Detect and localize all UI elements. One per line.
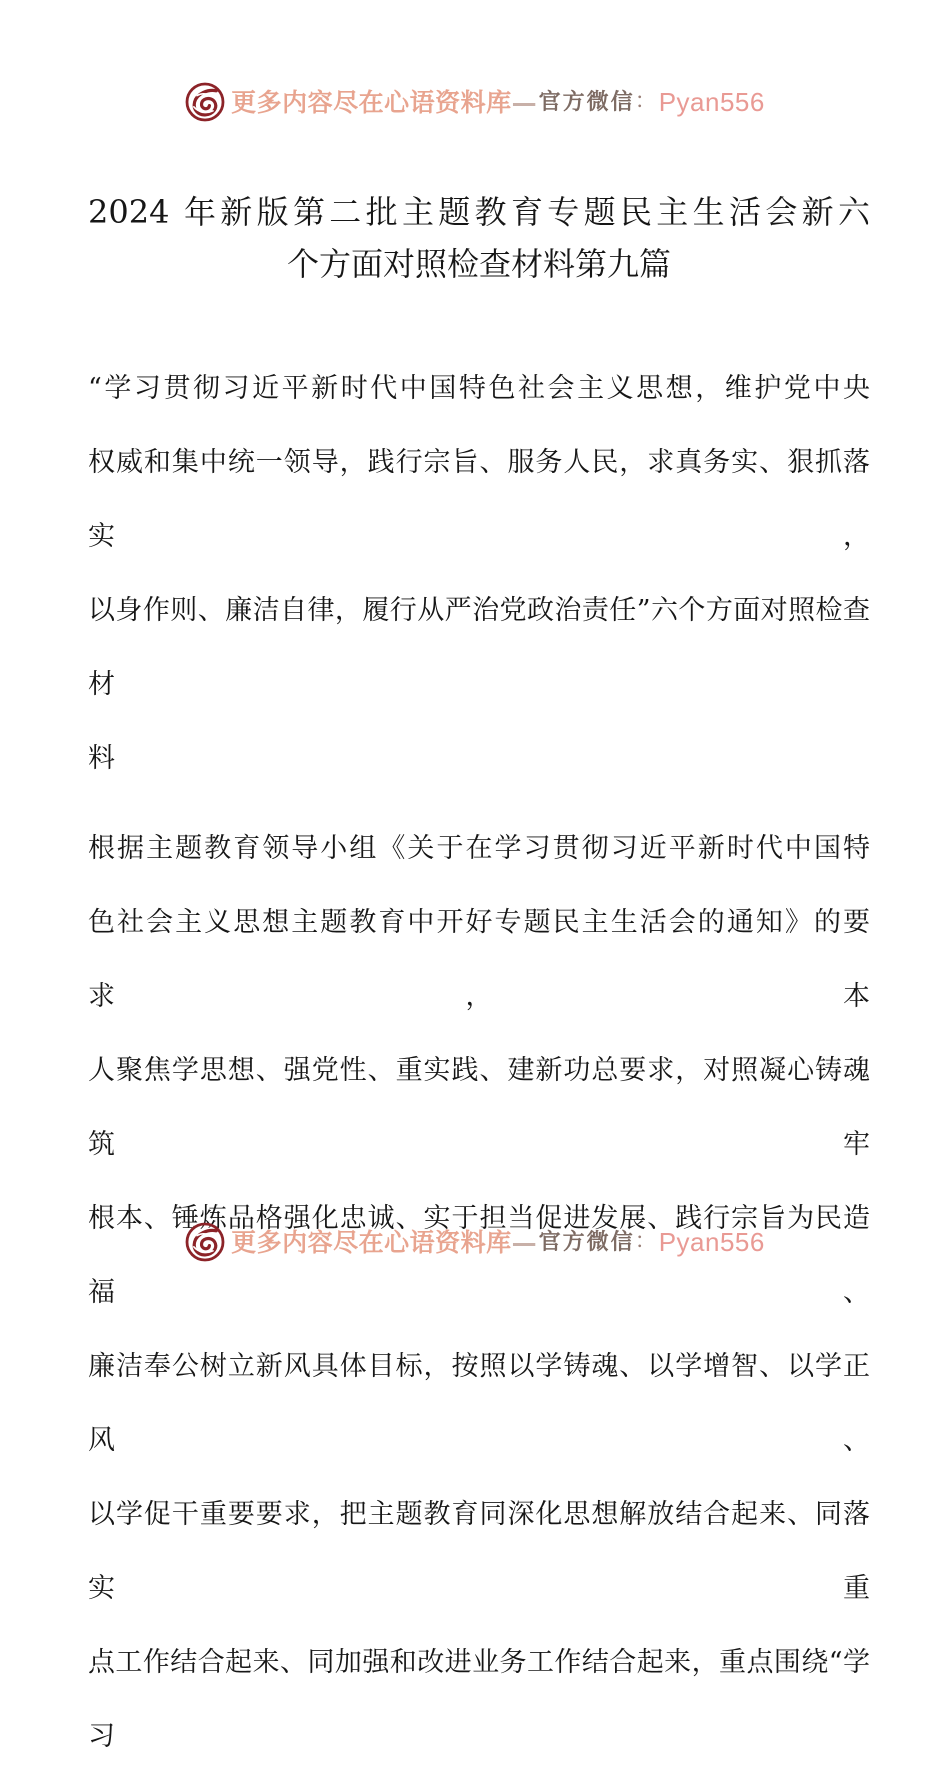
page-title [88,186,870,290]
paragraph-2-line-7: 点工作结合起来、同加强和改进业务工作结合起来，重点围绕“学习 [88,1647,870,1752]
title-spacer [88,290,870,352]
paragraph-2-line-4: 根本、锤炼品格强化忠诚、实于担当促进发展、践行宗旨为民造福、 [88,1203,870,1308]
paragraph-2-line-2: 色社会主义思想主题教育中开好专题民主生活会的通知》的要求，本 [88,907,870,1012]
paragraph-1-line-4: 料 [88,743,115,774]
document-content [88,186,870,1774]
paragraph-2-line-6: 以学促干重要要求，把主题教育同深化思想解放结合起来、同落实重 [88,1499,870,1604]
paragraph-spacer [88,796,870,812]
paragraph-1 [88,352,870,796]
watermark-main-text: 更多内容尽在心语资料库 [231,87,512,117]
watermark-colon: ： [634,1229,657,1254]
watermark-top [0,82,950,122]
watermark-wechat-handle: Pyan556 [658,87,765,117]
page-title-line-2: 个方面对照检查材料第九篇 [286,245,671,283]
watermark-dash: — [511,87,537,117]
watermark-wechat-handle: Pyan556 [658,1227,765,1257]
paragraph-1-line-3: 以身作则、廉洁自律，履行从严治党政治责任”六个方面对照检查材 [88,595,870,700]
paragraph-2 [88,812,870,1774]
paragraph-1-line-1: “学习贯彻习近平新时代中国特色社会主义思想，维护党中央 [88,373,870,404]
paragraph-2-line-3: 人聚焦学思想、强党性、重实践、建新功总要求，对照凝心铸魂筑牢 [88,1055,870,1160]
watermark-bottom [0,1222,950,1262]
watermark-sub-text: 官方微信 [538,1229,635,1255]
paragraph-1-line-2: 权威和集中统一领导，践行宗旨、服务人民，求真务实、狠抓落实， [88,447,870,552]
page-title-line-1: 2024 年新版第二批主题教育专题民主生活会新六 [88,193,870,231]
watermark-colon: ： [634,89,657,114]
watermark-sub-text: 官方微信 [538,89,635,115]
circular-swirl-fish-emblem-icon [185,82,225,122]
watermark-dash: — [511,1227,537,1257]
watermark-main-text: 更多内容尽在心语资料库 [231,1227,512,1257]
circular-swirl-fish-emblem-icon [185,1222,225,1262]
paragraph-2-line-1: 根据主题教育领导小组《关于在学习贯彻习近平新时代中国特 [88,833,870,864]
paragraph-2-line-5: 廉洁奉公树立新风具体目标，按照以学铸魂、以学增智、以学正风、 [88,1351,870,1456]
